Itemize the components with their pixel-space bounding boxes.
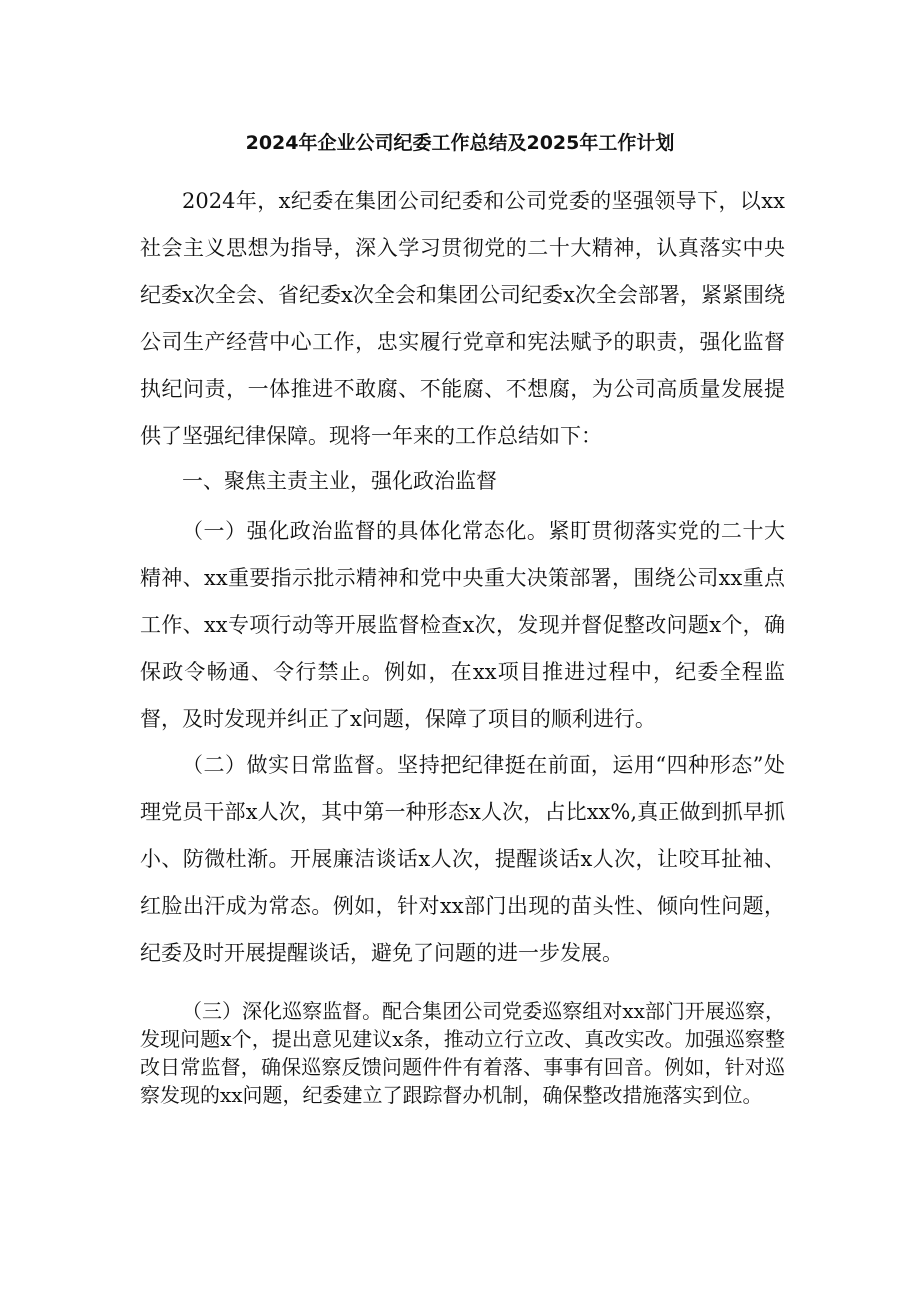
intro-paragraph: 2024年，x纪委在集团公司纪委和公司党委的坚强领导下，以xx社会主义思想为指导，深入学习贯彻党的二十大精神，认真落实中央纪委x次全会、省纪委x次全会和集团公司纪委x次全会部署，紧紧围绕公司生产经营中心工作，忠实履行党章和宪法赋予的职责，强化监督执纪问责，一体推进不敢腐、不能腐、不想腐，为公司高质量发展提供了坚强纪律保障。现将一年来的工作总结如下： — [140, 189, 785, 448]
section-1-heading: 一、聚焦主责主业，强化政治监督 — [182, 469, 497, 493]
item-3-paragraph: （三）深化巡察监督。配合集团公司党委巡察组对xx部门开展巡察，发现问题x个，提出意见建议x条，推动立行立改、真改实改。加强巡察整改日常监督，确保巡察反馈问题件件有着落、事事有回音。例如，针对巡察发现的xx问题，纪委建立了跟踪督办机制，确保整改措施落实到位。 — [140, 999, 785, 1107]
item-1-paragraph: （一）强化政治监督的具体化常态化。紧盯贯彻落实党的二十大精神、xx重要指示批示精神和党中央重大决策部署，围绕公司xx重点工作、xx专项行动等开展监督检查x次，发现并督促整改问题x个，确保政令畅通、令行禁止。例如，在xx项目推进过程中，纪委全程监督，及时发现并纠正了x问题，保障了项目的顺利进行。 — [140, 519, 785, 731]
item-2-paragraph: （二）做实日常监督。坚持把纪律挺在前面，运用“四种形态”处理党员干部x人次，其中第一种形态x人次，占比xx%,真正做到抓早抓小、防微杜渐。开展廉洁谈话x人次，提醒谈话x人次，让咬耳扯袖、红脸出汗成为常态。例如，针对xx部门出现的苗头性、倾向性问题，纪委及时开展提醒谈话，避免了问题的进一步发展。 — [140, 753, 785, 965]
document-title: 2024年企业公司纪委工作总结及2025年工作计划 — [245, 132, 675, 154]
